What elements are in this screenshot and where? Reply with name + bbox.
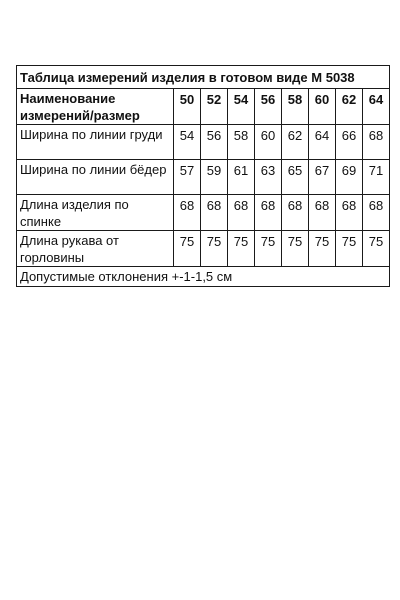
footer-row xyxy=(17,267,390,287)
row-label-text: Длина изделия по спинке xyxy=(20,197,129,229)
table-row xyxy=(17,231,390,267)
size-chart-table xyxy=(16,65,390,287)
table-cell: 75 xyxy=(255,231,282,267)
table-cell: 63 xyxy=(255,160,282,195)
table-cell: 75 xyxy=(336,231,363,267)
table-cell: 71 xyxy=(363,160,390,195)
table-cell: 75 xyxy=(201,231,228,267)
size-header: 58 xyxy=(282,89,309,125)
header-label xyxy=(17,89,174,125)
header-row xyxy=(17,89,390,125)
size-header: 50 xyxy=(174,89,201,125)
row-label-text: Длина рукава от горловины xyxy=(20,233,119,265)
table-cell: 75 xyxy=(228,231,255,267)
table-cell: 75 xyxy=(363,231,390,267)
table-cell: 60 xyxy=(255,125,282,160)
table-cell: 68 xyxy=(201,195,228,231)
table-cell: 68 xyxy=(363,125,390,160)
table-cell: 65 xyxy=(282,160,309,195)
table-row xyxy=(17,195,390,231)
table-cell: 54 xyxy=(174,125,201,160)
size-header: 62 xyxy=(336,89,363,125)
table-cell: 68 xyxy=(336,195,363,231)
table-cell: 62 xyxy=(282,125,309,160)
table-cell: 64 xyxy=(309,125,336,160)
table-cell: 59 xyxy=(201,160,228,195)
table-cell: 68 xyxy=(282,195,309,231)
table-cell: 68 xyxy=(309,195,336,231)
table-cell: 58 xyxy=(228,125,255,160)
table-cell: 66 xyxy=(336,125,363,160)
table-row xyxy=(17,160,390,195)
size-header: 60 xyxy=(309,89,336,125)
row-label xyxy=(17,195,174,231)
row-label-text: Ширина по линии груди xyxy=(20,127,163,142)
table-cell: 75 xyxy=(174,231,201,267)
size-header: 56 xyxy=(255,89,282,125)
table-cell: 68 xyxy=(174,195,201,231)
title-row xyxy=(17,66,390,89)
table-cell: 68 xyxy=(363,195,390,231)
table-cell: 61 xyxy=(228,160,255,195)
row-label xyxy=(17,160,174,195)
row-label xyxy=(17,125,174,160)
table-cell: 67 xyxy=(309,160,336,195)
table-title: Таблица измерений изделия в готовом виде М 5038 xyxy=(17,66,390,89)
table-cell: 75 xyxy=(309,231,336,267)
size-header: 64 xyxy=(363,89,390,125)
row-label xyxy=(17,231,174,267)
table-cell: 68 xyxy=(228,195,255,231)
tolerance-note: Допустимые отклонения +-1-1,5 см xyxy=(17,267,390,287)
size-header: 52 xyxy=(201,89,228,125)
table-cell: 56 xyxy=(201,125,228,160)
table-cell: 68 xyxy=(255,195,282,231)
size-header: 54 xyxy=(228,89,255,125)
row-label-text: Ширина по линии бёдер xyxy=(20,162,167,177)
table-cell: 75 xyxy=(282,231,309,267)
table-cell: 69 xyxy=(336,160,363,195)
table-row xyxy=(17,125,390,160)
table-cell: 57 xyxy=(174,160,201,195)
header-label-text: Наименование измерений/размер xyxy=(20,91,140,123)
